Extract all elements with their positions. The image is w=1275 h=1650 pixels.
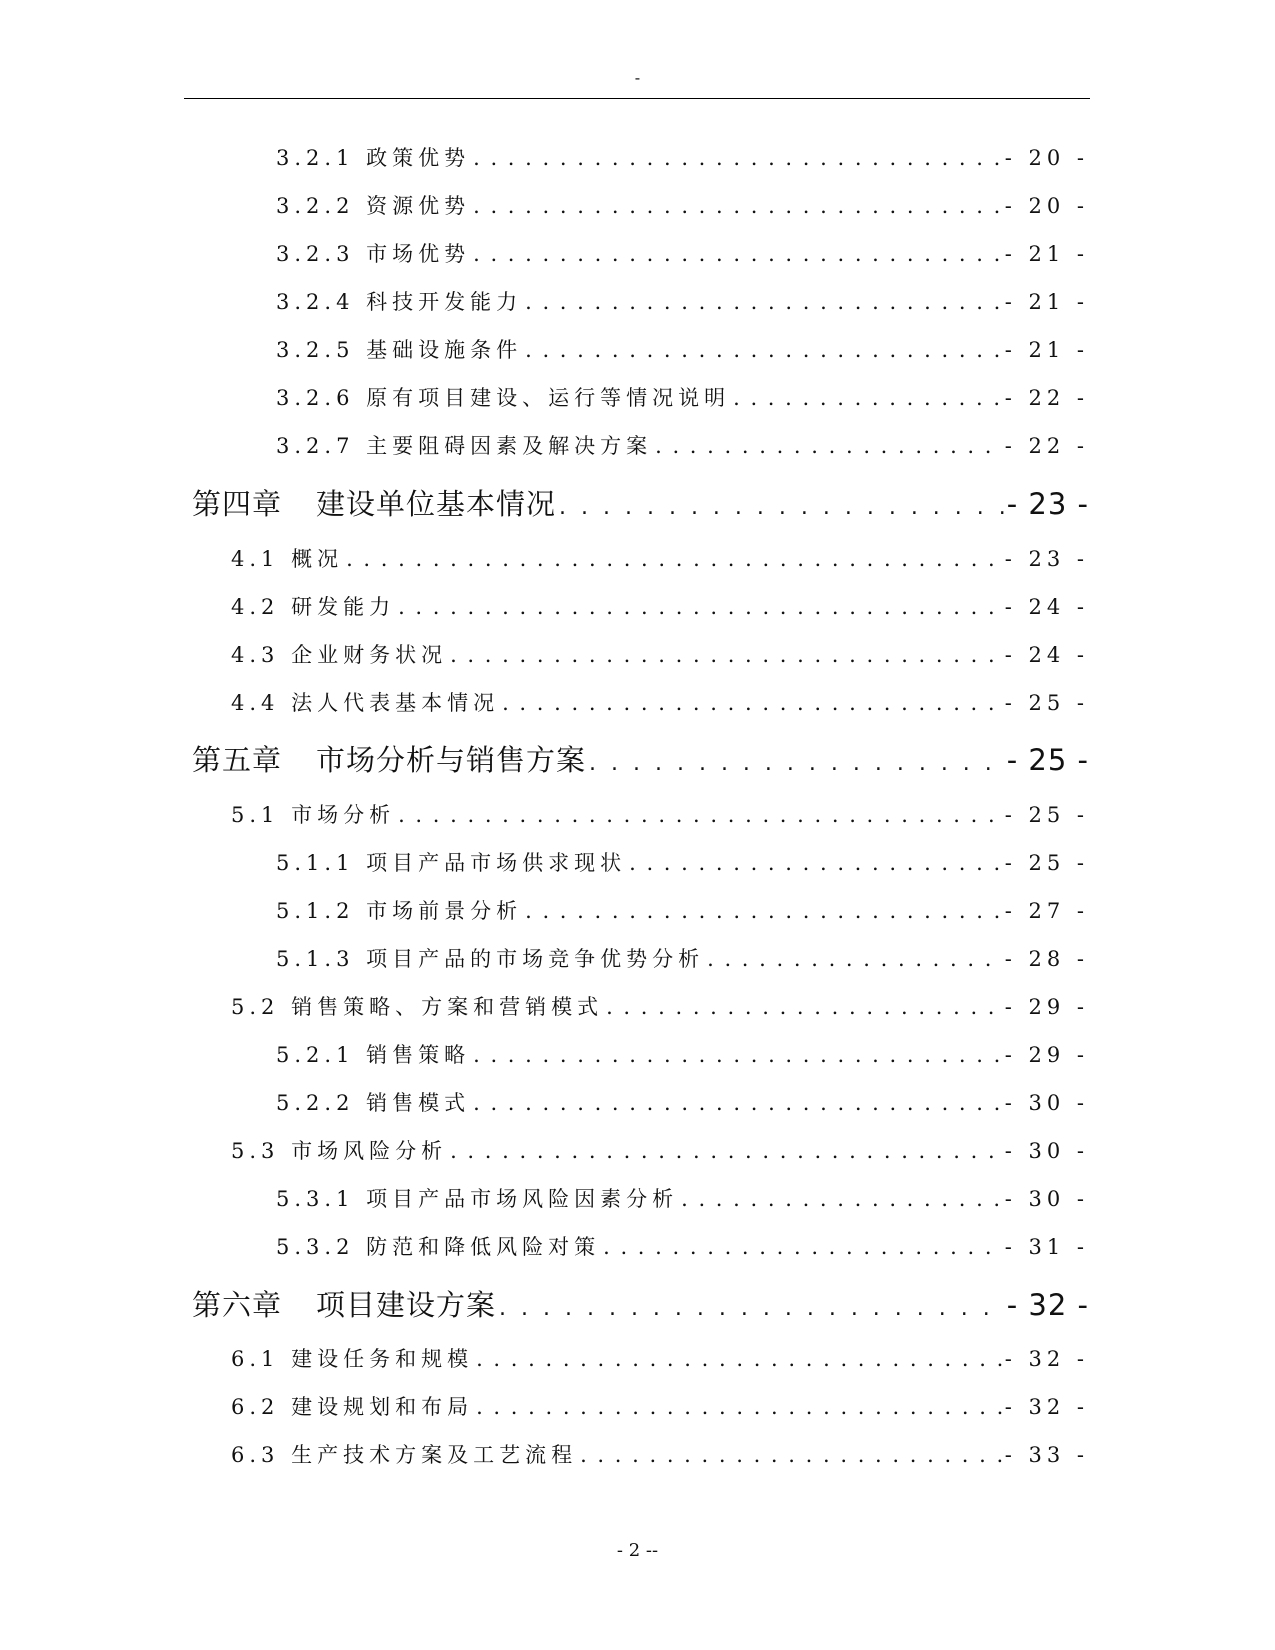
toc-entry-title: 4.2 研发能力	[231, 595, 396, 619]
toc-page-number: - 30 -	[1004, 1187, 1089, 1211]
dot-leader	[559, 495, 1004, 520]
toc-entry-title	[192, 1283, 496, 1324]
dot-leader	[707, 947, 1002, 971]
toc-chapter-entry[interactable]	[192, 738, 1089, 778]
toc-entry-title: 4.3 企业财务状况	[231, 643, 448, 667]
toc-entry[interactable]	[276, 847, 1089, 877]
toc-entry[interactable]	[276, 1231, 1089, 1261]
toc-entry[interactable]	[231, 687, 1089, 717]
toc-page-number: - 30 -	[1004, 1139, 1089, 1163]
toc-entry-title: 6.1 建设任务和规模	[231, 1347, 474, 1371]
toc-entry-title: 3.2.7 主要阻碍因素及解决方案	[276, 434, 653, 458]
toc-page-number: - 21 -	[1004, 338, 1089, 362]
toc-page-number: - 22 -	[1004, 386, 1089, 410]
toc-page-number: - 27 -	[1004, 899, 1089, 923]
toc-entry-title: 3.2.2 资源优势	[276, 194, 471, 218]
toc-entry-title: 3.2.1 政策优势	[276, 146, 471, 170]
dot-leader	[525, 899, 1002, 923]
toc-page-number: - 32 -	[1004, 1395, 1089, 1419]
toc-page-number: - 25 -	[1004, 803, 1089, 827]
toc-page-number: - 33 -	[1004, 1443, 1089, 1467]
chapter-title: 市场分析与销售方案	[316, 743, 587, 777]
dot-leader	[603, 1235, 1002, 1259]
toc-entry[interactable]	[276, 1039, 1089, 1069]
header-mark: -	[634, 68, 641, 87]
toc-page-number: - 22 -	[1004, 434, 1089, 458]
dot-leader	[525, 290, 1002, 314]
toc-entry[interactable]	[276, 286, 1089, 316]
dot-leader	[473, 242, 1002, 266]
toc-entry-title: 3.2.4 科技开发能力	[276, 290, 523, 314]
dot-leader	[473, 146, 1002, 170]
toc-entry[interactable]	[276, 430, 1089, 460]
toc-page-number: - 31 -	[1004, 1235, 1089, 1259]
toc-page-number: - 23 -	[1004, 547, 1089, 571]
toc-entry-title: 5.1.1 项目产品市场供求现状	[276, 851, 627, 875]
dot-leader	[398, 595, 1002, 619]
toc-entry[interactable]	[276, 1087, 1089, 1117]
dot-leader	[589, 751, 1004, 776]
toc-entry-title: 4.4 法人代表基本情况	[231, 691, 500, 715]
toc-entry-title: 5.1.2 市场前景分析	[276, 899, 523, 923]
toc-entry[interactable]	[231, 543, 1089, 573]
toc-entry[interactable]	[276, 895, 1089, 925]
toc-page-number: - 30 -	[1004, 1091, 1089, 1115]
toc-chapter-entry[interactable]	[192, 482, 1089, 522]
toc-entry[interactable]	[276, 943, 1089, 973]
toc-entry-title	[192, 482, 556, 523]
toc-page-number: - 25 -	[1006, 743, 1089, 777]
toc-entry-title: 6.2 建设规划和布局	[231, 1395, 474, 1419]
header-rule	[184, 98, 1090, 99]
toc-entry-title: 5.3.2 防范和降低风险对策	[276, 1235, 601, 1259]
footer-page-number: - 2 --	[616, 1540, 659, 1561]
dot-leader	[450, 643, 1002, 667]
chapter-number: 第六章	[192, 1288, 283, 1322]
dot-leader	[502, 691, 1002, 715]
toc-entry-title: 5.2.2 销售模式	[276, 1091, 471, 1115]
dot-leader	[346, 547, 1002, 571]
toc-page-number: - 25 -	[1004, 851, 1089, 875]
dot-leader	[580, 1443, 1002, 1467]
dot-leader	[473, 194, 1002, 218]
toc-entry-title: 5.2 销售策略、方案和营销模式	[231, 995, 604, 1019]
toc-entry[interactable]	[231, 1343, 1089, 1373]
dot-leader	[655, 434, 1002, 458]
dot-leader	[473, 1043, 1002, 1067]
dot-leader	[473, 1091, 1002, 1115]
dot-leader	[398, 803, 1002, 827]
toc-page-number: - 25 -	[1004, 691, 1089, 715]
toc-entry-title	[192, 738, 586, 779]
toc-entry-title: 5.3.1 项目产品市场风险因素分析	[276, 1187, 679, 1211]
dot-leader	[606, 995, 1002, 1019]
toc-page-number: - 24 -	[1004, 643, 1089, 667]
toc-page-number: - 20 -	[1004, 146, 1089, 170]
toc-page-number: - 24 -	[1004, 595, 1089, 619]
toc-page-number: - 29 -	[1004, 1043, 1089, 1067]
toc-entry[interactable]	[231, 991, 1089, 1021]
dot-leader	[525, 338, 1002, 362]
chapter-number: 第四章	[192, 487, 283, 521]
toc-page-number: - 20 -	[1004, 194, 1089, 218]
toc-entry-title: 5.3 市场风险分析	[231, 1139, 448, 1163]
dot-leader	[499, 1296, 1004, 1321]
dot-leader	[681, 1187, 1002, 1211]
chapter-number: 第五章	[192, 743, 283, 777]
toc-page-number: - 29 -	[1004, 995, 1089, 1019]
toc-entry-title: 5.1 市场分析	[231, 803, 396, 827]
toc-entry[interactable]	[231, 799, 1089, 829]
toc-entry[interactable]	[276, 382, 1089, 412]
toc-entry[interactable]	[276, 334, 1089, 364]
toc-entry-title: 3.2.5 基础设施条件	[276, 338, 523, 362]
toc-entry[interactable]	[231, 1391, 1089, 1421]
dot-leader	[476, 1347, 1002, 1371]
dot-leader	[450, 1139, 1002, 1163]
toc-entry[interactable]	[231, 591, 1089, 621]
toc-page-number: - 28 -	[1004, 947, 1089, 971]
toc-entry[interactable]	[231, 1439, 1089, 1469]
dot-leader	[476, 1395, 1002, 1419]
toc-page-number: - 21 -	[1004, 290, 1089, 314]
toc-page-number: - 23 -	[1006, 487, 1089, 521]
toc-entry[interactable]	[276, 1183, 1089, 1213]
toc-entry-title: 3.2.3 市场优势	[276, 242, 471, 266]
toc-entry[interactable]	[231, 1135, 1089, 1165]
toc-entry[interactable]	[276, 142, 1089, 172]
toc-entry[interactable]	[231, 639, 1089, 669]
toc-page-number: - 32 -	[1006, 1288, 1089, 1322]
toc-entry-title: 4.1 概况	[231, 547, 344, 571]
dot-leader	[733, 386, 1002, 410]
toc-chapter-entry[interactable]	[192, 1283, 1089, 1323]
dot-leader	[629, 851, 1002, 875]
chapter-title: 建设单位基本情况	[316, 487, 557, 521]
toc-page-number: - 21 -	[1004, 242, 1089, 266]
toc-entry[interactable]	[276, 190, 1089, 220]
toc-page-number: - 32 -	[1004, 1347, 1089, 1371]
toc-entry[interactable]	[276, 238, 1089, 268]
toc-entry-title: 5.2.1 销售策略	[276, 1043, 471, 1067]
toc-entry-title: 6.3 生产技术方案及工艺流程	[231, 1443, 578, 1467]
toc-entry-title: 3.2.6 原有项目建设、运行等情况说明	[276, 386, 731, 410]
toc-entry-title: 5.1.3 项目产品的市场竞争优势分析	[276, 947, 705, 971]
chapter-title: 项目建设方案	[316, 1288, 497, 1322]
